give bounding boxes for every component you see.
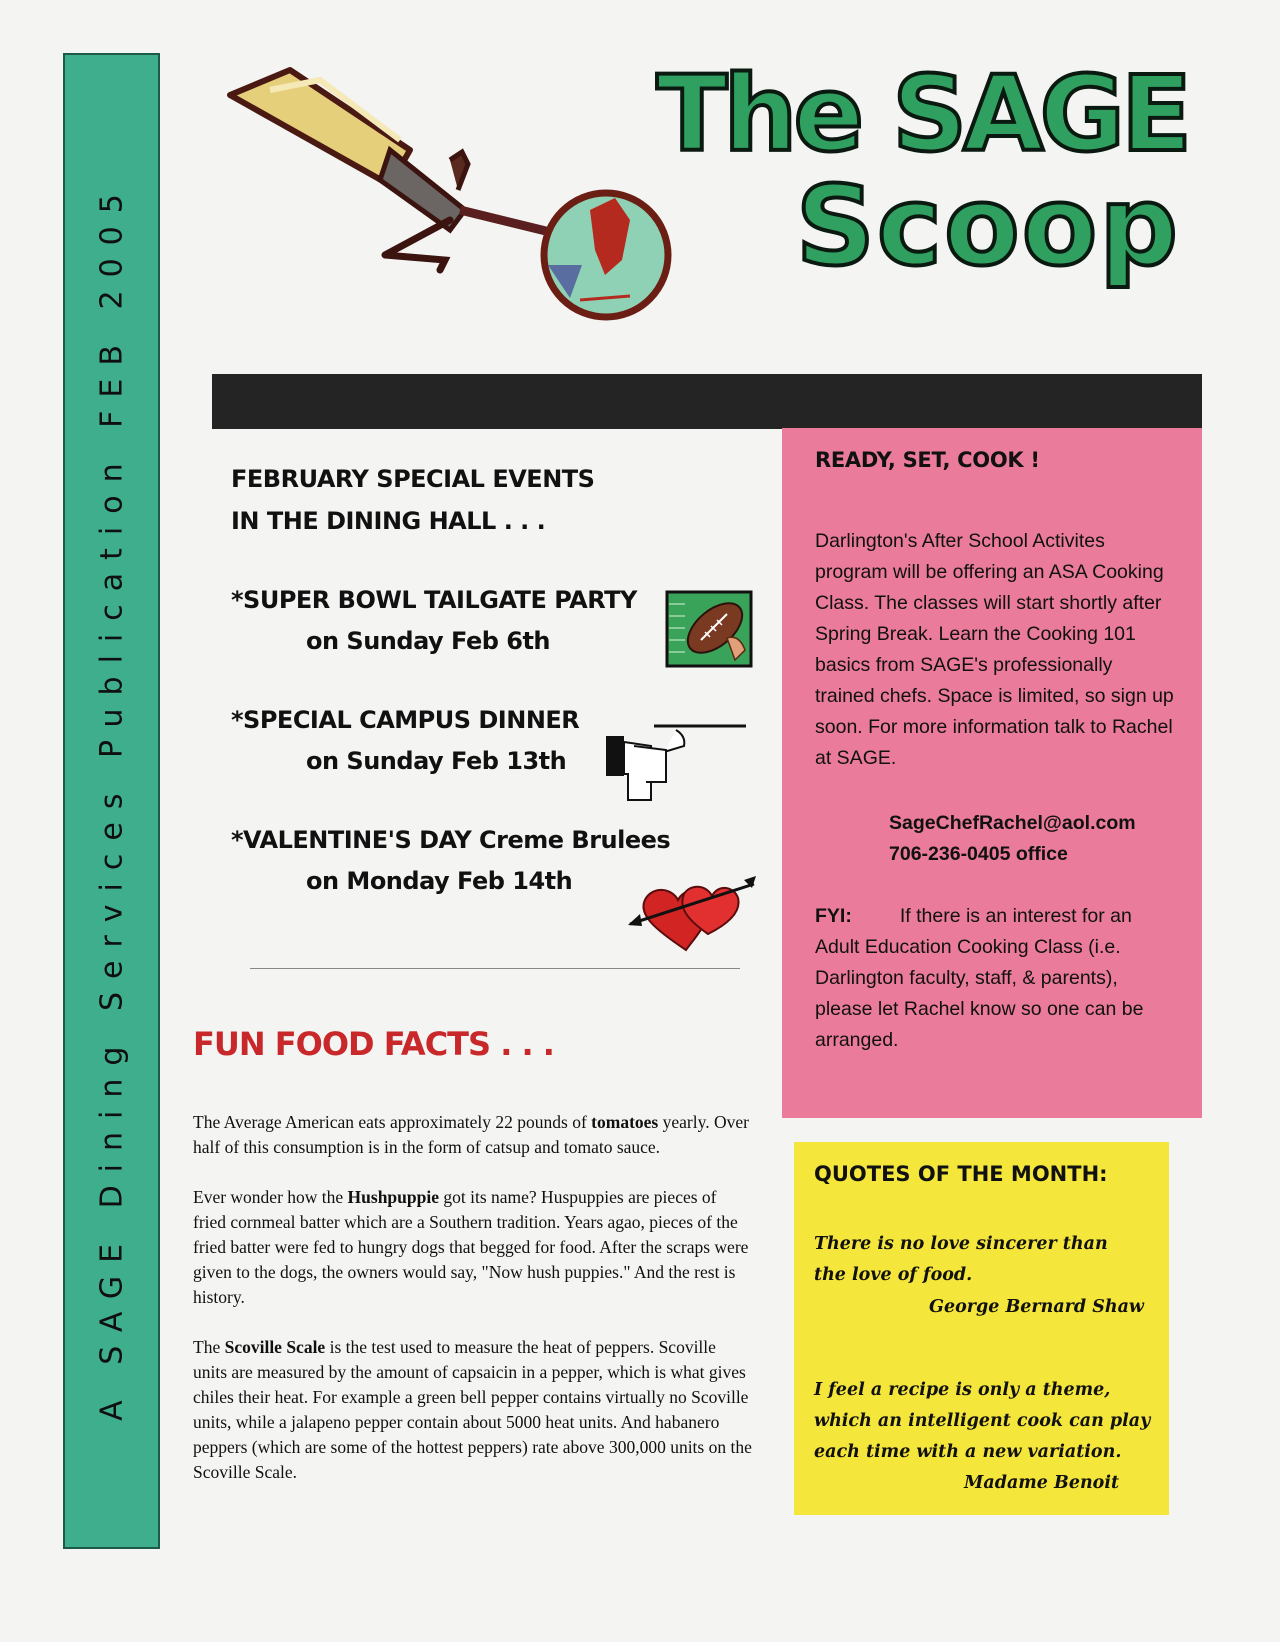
waiter-tray-icon [606,722,748,804]
fact-text: yearly. Over half of this consumption is in the form of catsup and tomato sauce. [193,1112,749,1157]
event-date: on Sunday Feb 6th [306,627,551,655]
fact-keyword: Scoville Scale [224,1337,326,1357]
publication-label: A SAGE Dining Services Publication FEB 2005 [94,181,129,1421]
masthead-title: The SAGE [656,53,1188,175]
fact-text: The [193,1337,225,1357]
fact-text: got its name? Huspuppies are pieces of fried cornmeal batter which are a Southern tradition. Years agao, pieces of the fried batter were fed to hungry dogs that begged for food. After the scraps were given to the dogs, the owners would say, "Now hush puppies." And the rest is history. [193,1187,749,1307]
fyi-label: FYI: [815,905,852,927]
facts-body [193,1110,753,1510]
fact-text: Ever wonder how the [193,1187,348,1207]
events-heading-line1: FEBRUARY SPECIAL EVENTS [231,465,595,493]
fact-paragraph [193,1185,753,1310]
section-divider [250,968,740,969]
cooking-class-title: READY, SET, COOK ! [815,448,1040,472]
cooking-class-box [782,428,1202,1118]
cooking-class-body: Darlington's After School Activites program will be offering an ASA Cooking Class. The classes will start shortly after Spring Break. Learn the Cooking 101 basics from SAGE's professionally trained chefs. Space is limited, so sign up soon. For more information talk to Rachel at SAGE. [815,530,1174,769]
quotes-title: QUOTES OF THE MONTH: [814,1162,1108,1186]
events-section [231,458,771,902]
sidebar-banner [63,53,160,1549]
football-icon [665,590,753,668]
hearts-arrow-icon [626,874,758,954]
fyi-text: If there is an interest for an Adult Education Cooking Class (i.e. Darlington faculty, staff, & parents), please let Rachel know so one can be arranged. [815,905,1144,1051]
quote-text: I feel a recipe is only a theme, which an intelligent cook can play each time with a new variation. [814,1380,1151,1462]
fact-paragraph [193,1110,753,1160]
event-title: *SUPER BOWL TAILGATE PARTY [231,586,637,614]
fact-text: is the test used to measure the heat of peppers. Scoville units are measured by the amount of capsaicin in a pepper, which is what gives chiles their heat. For example a green bell pepper contains virtually no Scoville units, while a jalapeno pepper contain about 5000 heat units. And habanero peppers (which are some of the hottest peppers) rate above 300,000 units on the Scoville Scale. [193,1337,752,1482]
events-heading-line2: IN THE DINING HALL . . . [231,507,546,535]
masthead [656,53,1188,290]
event-title: *VALENTINE'S DAY Creme Brulees [231,826,671,854]
quote-author: George Bernard Shaw [929,1297,1144,1317]
quote-text: There is no love sincerer than the love of food. [814,1234,1108,1285]
event-date: on Sunday Feb 13th [306,747,567,775]
fact-keyword: Hushpuppie [347,1187,439,1207]
event-date: on Monday Feb 14th [306,867,573,895]
fact-keyword: tomatoes [591,1112,659,1132]
fyi-block [815,901,1175,1056]
quote-author: Madame Benoit [964,1473,1120,1493]
contact-email: SageChefRachel@aol.com [889,812,1136,834]
contact-block [889,808,1136,870]
facts-title: FUN FOOD FACTS . . . [193,1025,554,1063]
quotes-box [794,1142,1169,1515]
fact-text: The Average American eats approximately 22 pounds of [193,1112,592,1132]
contact-phone: 706-236-0405 office [889,843,1068,865]
fact-paragraph [193,1335,753,1485]
header-divider-bar [212,374,1202,429]
event-title: *SPECIAL CAMPUS DINNER [231,706,580,734]
ice-cream-scoop-icon [210,60,710,360]
masthead-subtitle: Scoop [795,162,1180,290]
